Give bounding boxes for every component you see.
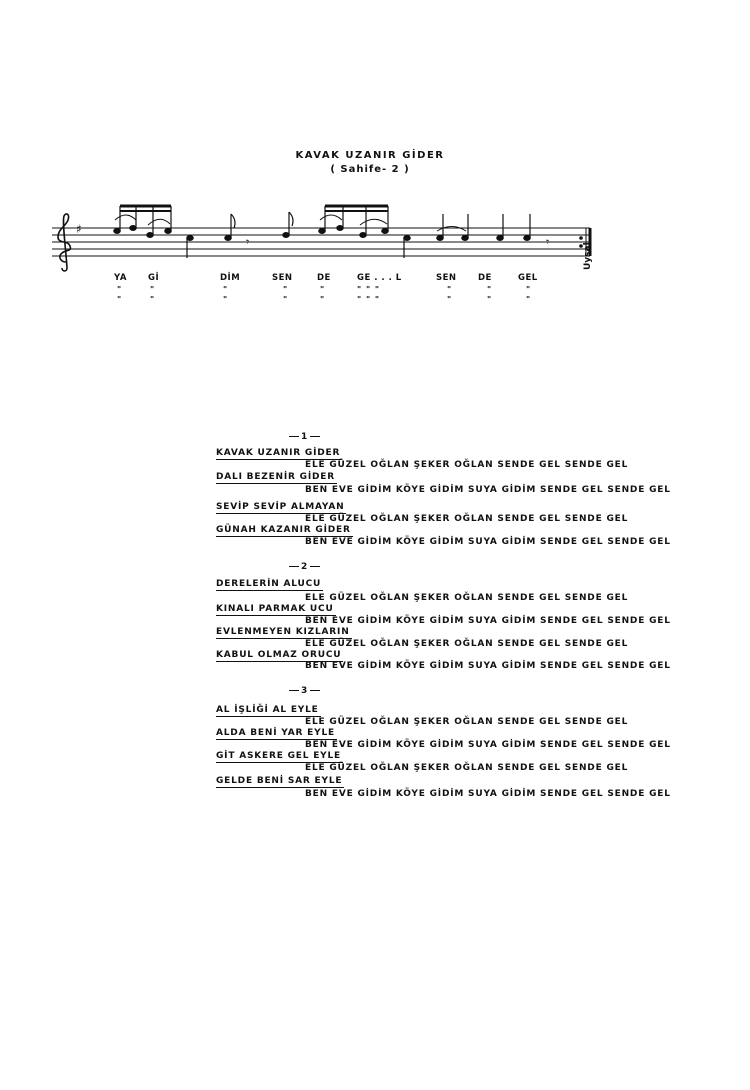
- sharp-icon: ♯: [76, 222, 82, 236]
- note-group-4: [437, 214, 549, 249]
- ditto-mark: ": [487, 285, 493, 294]
- refrain-line: ELE GÜZEL OĞLAN ŞEKER OĞLAN SENDE GEL SENDE GEL: [305, 717, 629, 727]
- song-title: KAVAK UZANIR GİDER: [295, 150, 445, 161]
- refrain-line: BEN EVE GİDİM KÖYE GİDİM SUYA GİDİM SENDE GEL SENDE GEL: [305, 740, 671, 750]
- syllable: SEN: [436, 273, 457, 283]
- syllable: DE: [317, 273, 331, 283]
- ditto-mark: " " ": [357, 295, 381, 304]
- lyric-line: DALI BEZENİR GİDER: [216, 472, 335, 482]
- ditto-mark: ": [526, 295, 532, 304]
- syllable: YA: [114, 273, 127, 283]
- lyric-line: SEVİP SEVİP ALMAYAN: [216, 502, 345, 512]
- lyric-line: KAVAK UZANIR GİDER: [216, 448, 341, 458]
- ditto-mark: ": [117, 285, 123, 294]
- lyric-line: ALDA BENİ YAR EYLE: [216, 728, 335, 738]
- ditto-mark: ": [487, 295, 493, 304]
- ditto-mark: ": [320, 285, 326, 294]
- note-group-2: [225, 212, 293, 249]
- ditto-mark: ": [223, 285, 229, 294]
- lyric-line: GİT ASKERE GEL EYLE: [216, 751, 341, 761]
- lyric-line: AL İŞLİĞİ AL EYLE: [216, 705, 319, 715]
- lyric-line: KINALI PARMAK UCU: [216, 604, 334, 614]
- svg-text:𝄾: 𝄾: [546, 235, 550, 249]
- refrain-line: BEN EVE GİDİM KÖYE GİDİM SUYA GİDİM SENDE GEL SENDE GEL: [305, 661, 671, 671]
- ditto-mark: ": [223, 295, 229, 304]
- verse-number: 3: [287, 686, 322, 696]
- refrain-line: ELE GÜZEL OĞLAN ŞEKER OĞLAN SENDE GEL SENDE GEL: [305, 593, 629, 603]
- music-staff: [0, 190, 620, 275]
- ditto-mark: ": [447, 295, 453, 304]
- refrain-line: BEN EVE GİDİM KÖYE GİDİM SUYA GİDİM SENDE GEL SENDE GEL: [305, 789, 671, 799]
- ditto-mark: ": [283, 285, 289, 294]
- ditto-mark: " " ": [357, 285, 381, 294]
- syllable: DİM: [220, 273, 241, 283]
- verse-number: 2: [287, 562, 322, 572]
- page-subtitle: ( Sahife- 2 ): [330, 164, 410, 175]
- ditto-mark: ": [447, 285, 453, 294]
- ditto-mark: ": [283, 295, 289, 304]
- lyric-line: DERELERİN ALUCU: [216, 579, 322, 589]
- syllable: SEN: [272, 273, 293, 283]
- ditto-mark: ": [526, 285, 532, 294]
- ditto-mark: ": [150, 295, 156, 304]
- refrain-line: BEN EVE GİDİM KÖYE GİDİM SUYA GİDİM SENDE GEL SENDE GEL: [305, 485, 671, 495]
- lyric-line: KABUL OLMAZ ORUCU: [216, 650, 342, 660]
- ditto-mark: ": [320, 295, 326, 304]
- lyric-line: EVLENMEYEN KIZLARIN: [216, 627, 350, 637]
- ditto-mark: ": [150, 285, 156, 294]
- composer-signature: Uysal: [583, 242, 593, 270]
- refrain-line: ELE GÜZEL OĞLAN ŞEKER OĞLAN SENDE GEL SENDE GEL: [305, 460, 629, 470]
- lyric-line: GÜNAH KAZANIR GİDER: [216, 525, 351, 535]
- refrain-line: BEN EVE GİDİM KÖYE GİDİM SUYA GİDİM SENDE GEL SENDE GEL: [305, 537, 671, 547]
- refrain-line: ELE GÜZEL OĞLAN ŞEKER OĞLAN SENDE GEL SENDE GEL: [305, 514, 629, 524]
- refrain-line: ELE GÜZEL OĞLAN ŞEKER OĞLAN SENDE GEL SENDE GEL: [305, 763, 629, 773]
- note-group-1: [114, 206, 193, 258]
- syllable: GEL: [518, 273, 538, 283]
- svg-text:𝄾: 𝄾: [246, 235, 250, 249]
- syllable: GE . . . L: [357, 273, 402, 283]
- note-group-3: [319, 206, 410, 258]
- ditto-mark: ": [117, 295, 123, 304]
- refrain-line: ELE GÜZEL OĞLAN ŞEKER OĞLAN SENDE GEL SENDE GEL: [305, 639, 629, 649]
- refrain-line: BEN EVE GİDİM KÖYE GİDİM SUYA GİDİM SENDE GEL SENDE GEL: [305, 616, 671, 626]
- syllable: Gİ: [148, 273, 160, 283]
- verse-number: 1: [287, 432, 322, 442]
- lyric-line: GELDE BENİ SAR EYLE: [216, 776, 343, 786]
- syllable: DE: [478, 273, 492, 283]
